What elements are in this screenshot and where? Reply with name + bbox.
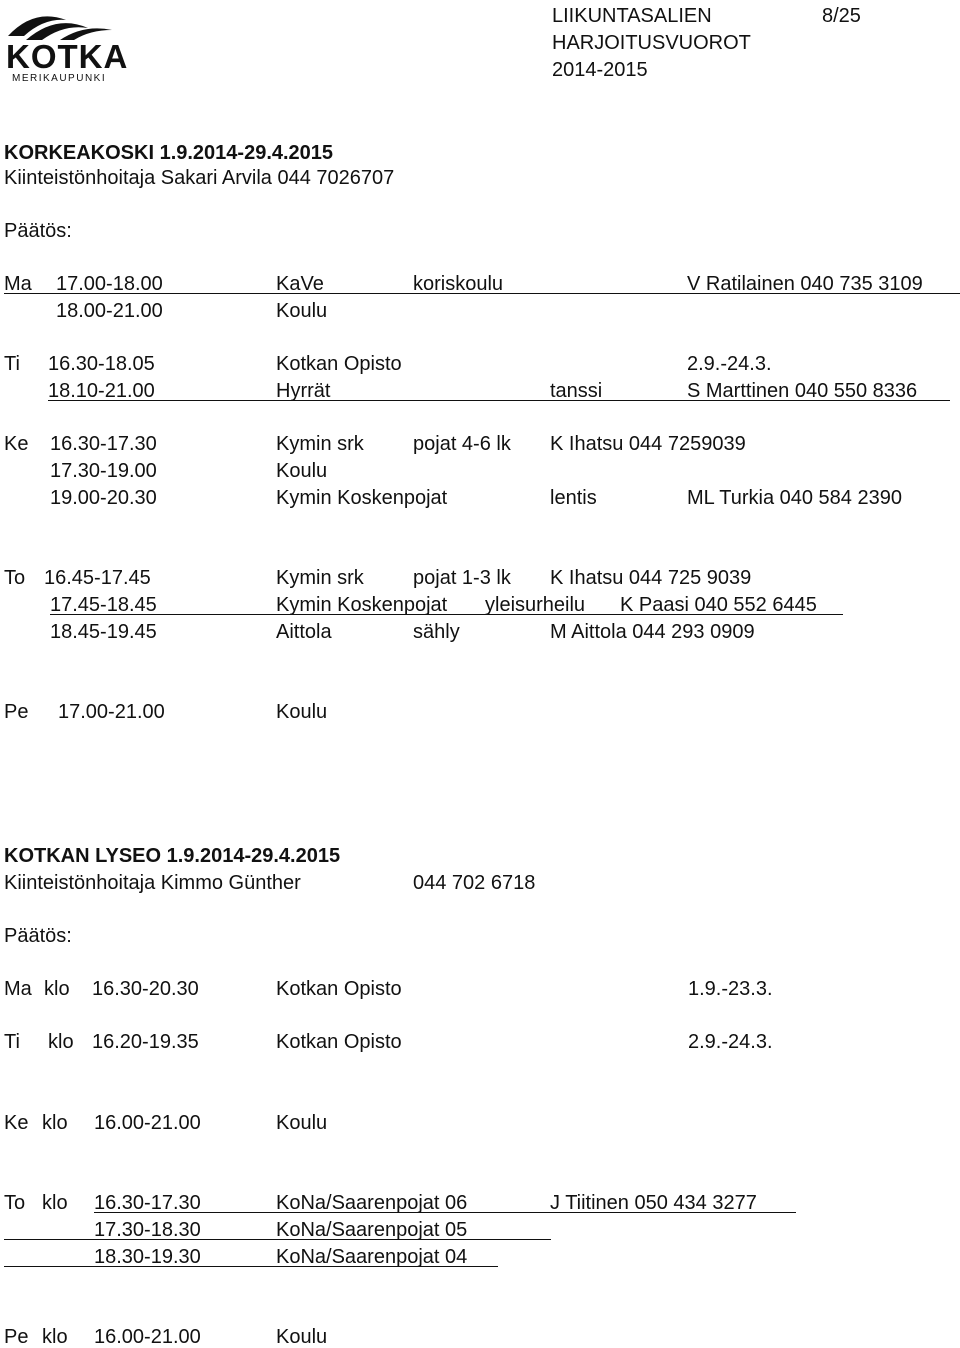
klo-label: klo (42, 1326, 68, 1348)
kotka-logo (4, 6, 129, 84)
row-underline (94, 1212, 796, 1213)
contact-info: S Marttinen 040 550 8336 (687, 380, 918, 402)
time-slot: 16.30-17.30 (94, 1192, 201, 1214)
decision-label: Päätös: (4, 220, 72, 242)
row-underline (4, 1239, 551, 1240)
day-label: Ma (4, 978, 32, 1000)
klo-label: klo (48, 1031, 74, 1053)
group-name: KoNa/Saarenpojat 04 (276, 1246, 468, 1268)
group-name: KoNa/Saarenpojat 05 (276, 1219, 468, 1241)
section-title: KORKEAKOSKI 1.9.2014-29.4.2015 (4, 142, 334, 164)
group-name: Kotkan Opisto (276, 978, 402, 1000)
period: 1.9.-23.3. (688, 978, 773, 1000)
header-title-2: HARJOITUSVUOROT (552, 32, 751, 54)
sport-name: lentis (550, 487, 597, 509)
group-name: Kotkan Opisto (276, 353, 402, 375)
time-slot: 16.20-19.35 (92, 1031, 199, 1053)
sport-name: yleisurheilu (485, 594, 586, 616)
time-slot: 17.30-18.30 (94, 1219, 201, 1241)
time-slot: 19.00-20.30 (50, 487, 157, 509)
day-label: Ti (4, 353, 20, 375)
time-slot: 18.00-21.00 (56, 300, 163, 322)
sport-name: pojat 4-6 lk (413, 433, 511, 455)
row-underline (48, 400, 950, 401)
time-slot: 17.00-18.00 (56, 273, 163, 295)
logo-subtitle: MERIKAUPUNKI (12, 73, 107, 84)
row-underline (4, 293, 960, 294)
day-label: Ti (4, 1031, 20, 1053)
group-name: Kotkan Opisto (276, 1031, 402, 1053)
row-underline (4, 1266, 498, 1267)
day-label: Pe (4, 701, 29, 723)
contact-info: K Ihatsu 044 725 9039 (550, 567, 752, 589)
time-slot: 16.00-21.00 (94, 1112, 201, 1134)
klo-label: klo (44, 978, 70, 1000)
group-name: Kymin Koskenpojat (276, 487, 448, 509)
klo-label: klo (42, 1192, 68, 1214)
group-name: Koulu (276, 701, 328, 723)
group-name: Koulu (276, 300, 328, 322)
day-label: To (4, 567, 26, 589)
group-name: Hyrrät (276, 380, 331, 402)
contact-info: J Tiitinen 050 434 3277 (550, 1192, 757, 1214)
time-slot: 16.30-20.30 (92, 978, 199, 1000)
contact-info: V Ratilainen 040 735 3109 (687, 273, 923, 295)
page-number: 8/25 (822, 5, 861, 27)
time-slot: 18.10-21.00 (48, 380, 155, 402)
group-name: Koulu (276, 1326, 328, 1348)
time-slot: 16.30-17.30 (50, 433, 157, 455)
section-title: KOTKAN LYSEO 1.9.2014-29.4.2015 (4, 845, 341, 867)
time-slot: 17.00-21.00 (58, 701, 165, 723)
day-label: Ma (4, 273, 32, 295)
time-slot: 16.30-18.05 (48, 353, 155, 375)
caretaker-phone: 044 702 6718 (413, 872, 536, 894)
day-label: Ke (4, 1112, 29, 1134)
contact-info: K Ihatsu 044 7259039 (550, 433, 746, 455)
sport-name: tanssi (550, 380, 603, 402)
time-slot: 16.00-21.00 (94, 1326, 201, 1348)
caretaker-info: Kiinteistönhoitaja Sakari Arvila 044 7026707 (4, 167, 395, 189)
period: 2.9.-24.3. (687, 353, 772, 375)
time-slot: 18.30-19.30 (94, 1246, 201, 1268)
group-name: Koulu (276, 460, 328, 482)
time-slot: 16.45-17.45 (44, 567, 151, 589)
group-name: Koulu (276, 1112, 328, 1134)
group-name: Aittola (276, 621, 332, 643)
time-slot: 17.30-19.00 (50, 460, 157, 482)
day-label: To (4, 1192, 26, 1214)
contact-info: ML Turkia 040 584 2390 (687, 487, 902, 509)
decision-label: Päätös: (4, 925, 72, 947)
time-slot: 18.45-19.45 (50, 621, 157, 643)
sport-name: koriskoulu (413, 273, 504, 295)
group-name: Kymin srk (276, 567, 364, 589)
contact-info: K Paasi 040 552 6445 (620, 594, 817, 616)
group-name: KaVe (276, 273, 324, 295)
day-label: Pe (4, 1326, 29, 1348)
group-name: KoNa/Saarenpojat 06 (276, 1192, 468, 1214)
header-title-1: LIIKUNTASALIEN (552, 5, 712, 27)
group-name: Kymin Koskenpojat (276, 594, 448, 616)
sport-name: pojat 1-3 lk (413, 567, 511, 589)
header-season: 2014-2015 (552, 59, 648, 81)
klo-label: klo (42, 1112, 68, 1134)
period: 2.9.-24.3. (688, 1031, 773, 1053)
time-slot: 17.45-18.45 (50, 594, 157, 616)
row-underline (50, 614, 843, 615)
group-name: Kymin srk (276, 433, 364, 455)
logo-wordmark: KOTKA (6, 38, 129, 75)
day-label: Ke (4, 433, 29, 455)
caretaker-info: Kiinteistönhoitaja Kimmo Günther (4, 872, 301, 894)
contact-info: M Aittola 044 293 0909 (550, 621, 755, 643)
sport-name: sähly (413, 621, 460, 643)
